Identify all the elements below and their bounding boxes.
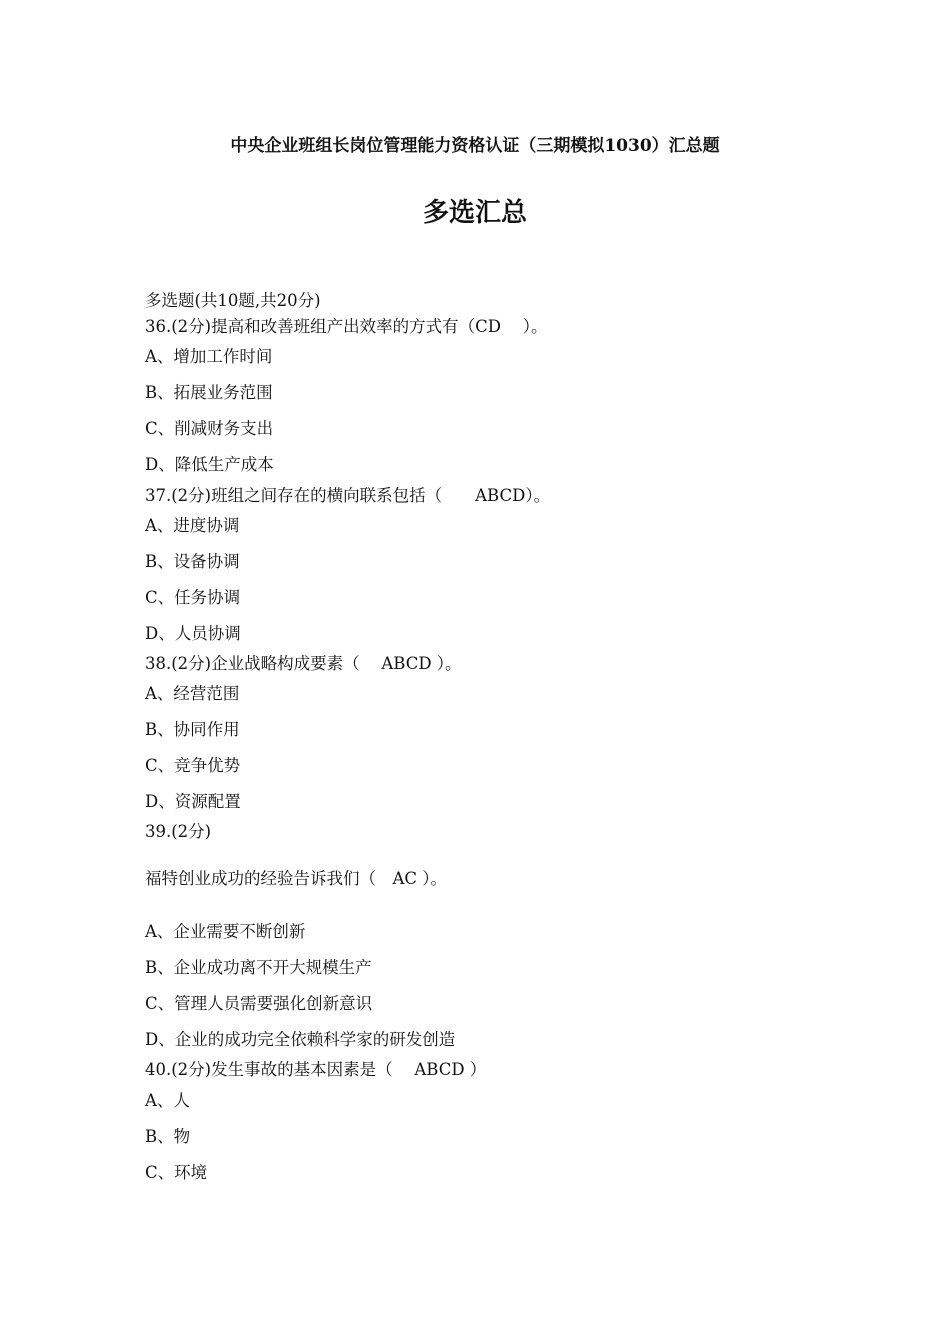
question-intro: 多选题(共10题,共20分)	[145, 291, 321, 310]
option-item: C、管理人员需要强化创新意识	[145, 994, 373, 1013]
section-title: 多选汇总	[422, 198, 527, 228]
question-stem: 40.(2分)发生事故的基本因素是（ ABCD ）	[145, 1060, 487, 1079]
option-item: C、竞争优势	[145, 756, 241, 775]
question-stem-continued: 福特创业成功的经验告诉我们（ AC ）。	[145, 869, 448, 888]
question-stem: 37.(2分)班组之间存在的横向联系包括（ ABCD）。	[145, 486, 551, 505]
option-item: A、经营范围	[145, 684, 240, 703]
option-item: C、削减财务支出	[145, 419, 274, 438]
option-item: C、环境	[145, 1163, 208, 1182]
option-item: A、企业需要不断创新	[145, 922, 306, 941]
option-item: D、人员协调	[145, 624, 241, 643]
option-item: B、拓展业务范围	[145, 383, 273, 402]
question-stem: 39.(2分)	[145, 822, 212, 841]
option-item: B、设备协调	[145, 552, 240, 571]
option-item: C、任务协调	[145, 588, 241, 607]
document-title: 中央企业班组长岗位管理能力资格认证（三期模拟1030）汇总题	[230, 136, 720, 156]
question-stem: 36.(2分)提高和改善班组产出效率的方式有（CD ）。	[145, 317, 548, 336]
option-item: B、协同作用	[145, 720, 240, 739]
option-item: B、企业成功离不开大规模生产	[145, 958, 372, 977]
option-item: D、企业的成功完全依赖科学家的研发创造	[145, 1030, 456, 1049]
option-item: D、降低生产成本	[145, 455, 274, 474]
option-item: D、资源配置	[145, 792, 241, 811]
option-item: A、人	[145, 1091, 190, 1110]
option-item: A、进度协调	[145, 516, 240, 535]
option-item: B、物	[145, 1127, 191, 1146]
option-item: A、增加工作时间	[145, 347, 273, 366]
question-stem: 38.(2分)企业战略构成要素（ ABCD ）。	[145, 654, 462, 673]
